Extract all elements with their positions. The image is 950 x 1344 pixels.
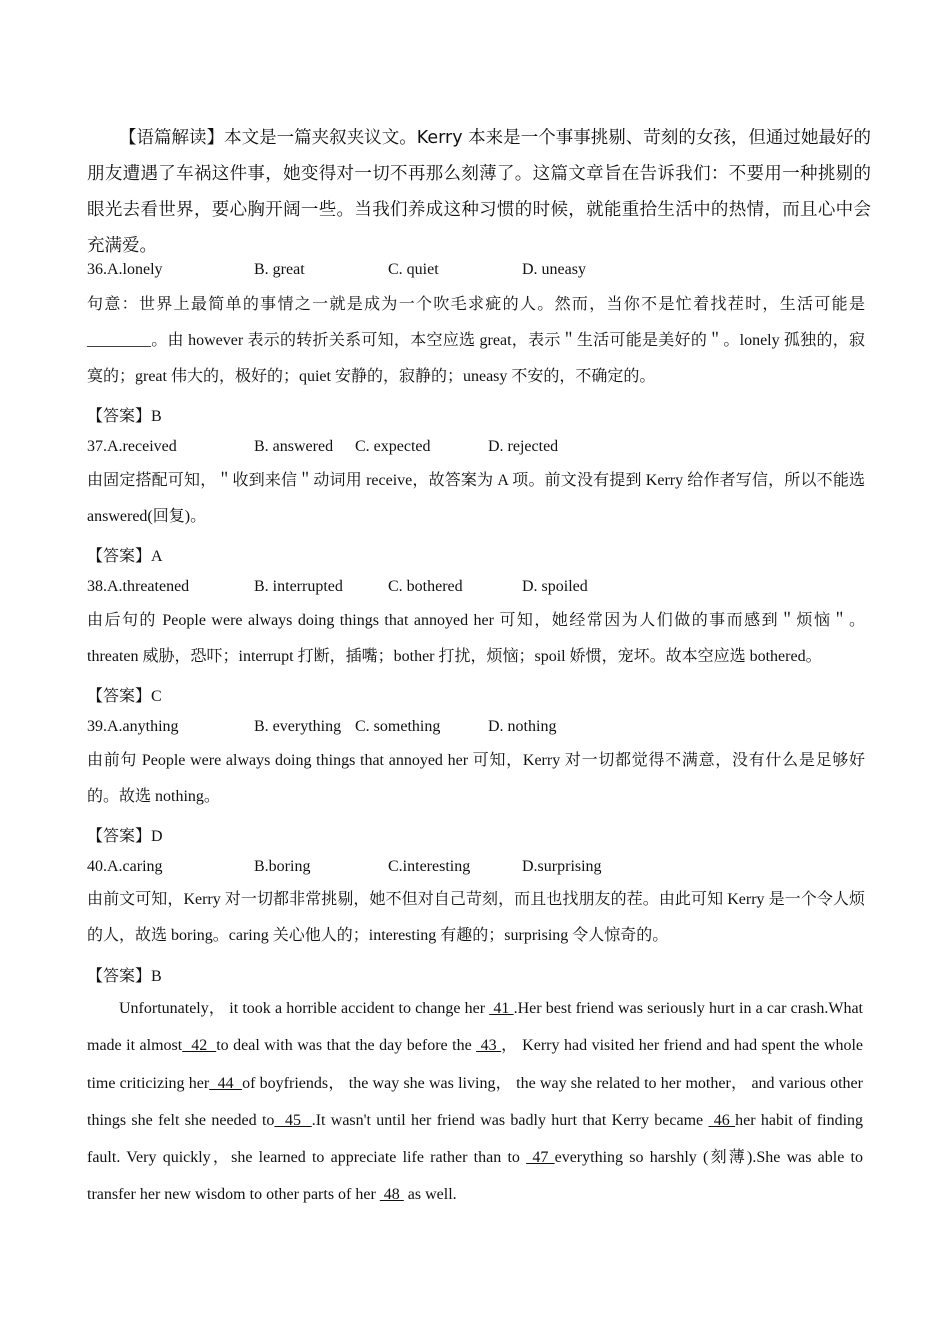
option-c: C. bothered [388, 578, 463, 595]
explanation: 由前句 People were always doing things that annoyed her 可知，Kerry 对一切都觉得不满意，没有什么是足够好的。故选 nothing。 [87, 752, 865, 805]
answer: 【答案】D [87, 828, 163, 845]
option-a: 36.A.lonely [87, 261, 163, 278]
option-b: B. great [254, 261, 305, 278]
answer: 【答案】C [87, 688, 162, 705]
passage-text: as well. [403, 1186, 457, 1204]
blank-45: 45 [274, 1111, 312, 1129]
passage-text: of boyfriends， the way she was living， the way she related to her mother， and various other things she felt she needed to [87, 1074, 863, 1129]
answer: 【答案】B [87, 408, 162, 425]
reading-interpretation: 【语篇解读】本文是一篇夹叙夹议文。Kerry 本来是一个事事挑剔、苛刻的女孩，但通过她最好的朋友遭遇了车祸这件事，她变得对一切不再那么刻薄了。这篇文章旨在告诉我们：不要用一种挑剔的眼光去看世界，要心胸开阔一些。当我们养成这种习惯的时候，就能重拾生活中的热情，而且心中会充满爱。 [87, 128, 871, 256]
blank-47: 47 [526, 1149, 555, 1167]
blank-46: 46 [708, 1111, 736, 1129]
option-c: C. quiet [388, 261, 439, 278]
option-a: 38.A.threatened [87, 578, 190, 595]
blank-42: 42 [182, 1037, 217, 1055]
option-a: 39.A.anything [87, 718, 179, 735]
passage-text: .It wasn't until her friend was badly hurt that Kerry became [311, 1111, 709, 1129]
answer: 【答案】A [87, 548, 163, 565]
option-b: B. answered [254, 438, 334, 455]
blank-41: 41 [489, 1000, 514, 1017]
option-c: C. something [355, 718, 441, 735]
passage-text: .Her best friend was seriously hurt in a car crash.What made it almost [87, 1000, 864, 1055]
passage-text: her habit of finding fault. Very quickly，she learned to appreciate life rather than to [87, 1111, 864, 1167]
blank-44: 44 [209, 1074, 243, 1092]
option-b: B. everything [254, 718, 342, 735]
explanation: 由前文可知，Kerry 对一切都非常挑剔，她不但对自己苛刻，而且也找朋友的茬。由此可知 Kerry 是一个令人烦的人，故选 boring。caring 关心他人的；interesting 有趣的；surprising 令人惊奇的。 [87, 891, 865, 944]
option-d: D.surprising [522, 858, 602, 875]
option-a: 37.A.received [87, 438, 177, 455]
explanation: 由固定搭配可知，＂收到来信＂动词用 receive，故答案为 A 项。前文没有提到 Kerry 给作者写信，所以不能选 answered(回复)。 [87, 472, 865, 525]
passage-text: Unfortunately， it took a horrible accident to change her [119, 1000, 490, 1017]
option-b: B.boring [254, 858, 311, 875]
passage-text: everything so harshly (刻薄).She was able to transfer her new wisdom to other parts of her [87, 1149, 864, 1204]
answer: 【答案】B [87, 968, 162, 985]
option-d: D. uneasy [522, 261, 586, 278]
option-b: B. interrupted [254, 578, 343, 595]
blank-43: 43 [476, 1037, 502, 1055]
explanation: 句意：世界上最简单的事情之一就是成为一个吹毛求疵的人。然而，当你不是忙着找茬时，生活可能是________。由 however 表示的转折关系可知，本空应选 great，表示＂生活可能是美好的＂。lonely 孤独的，寂寞的；great 伟大的，极好的；quiet 安静的，寂静的；uneasy 不安的，不确定的。 [87, 296, 865, 385]
passage-text: to deal with was that the day before the [216, 1037, 477, 1055]
option-d: D. rejected [488, 438, 559, 455]
option-d: D. nothing [488, 718, 557, 735]
explanation: 由后句的 People were always doing things that annoyed her 可知，她经常因为人们做的事而感到＂烦恼＂。threaten 威胁，恐吓；interrupt 打断，插嘴；bother 打扰，烦恼；spoil 娇惯，宠坏。故本空应选 bothered。 [87, 612, 865, 665]
option-a: 40.A.caring [87, 858, 163, 875]
passage-text: ， Kerry had visited her friend and had spent the whole time criticizing her [87, 1037, 864, 1092]
cloze-passage [87, 990, 863, 1214]
blank-48: 48 [379, 1186, 404, 1204]
option-d: D. spoiled [522, 578, 588, 595]
option-c: C. expected [355, 438, 431, 455]
option-c: C.interesting [388, 858, 471, 875]
